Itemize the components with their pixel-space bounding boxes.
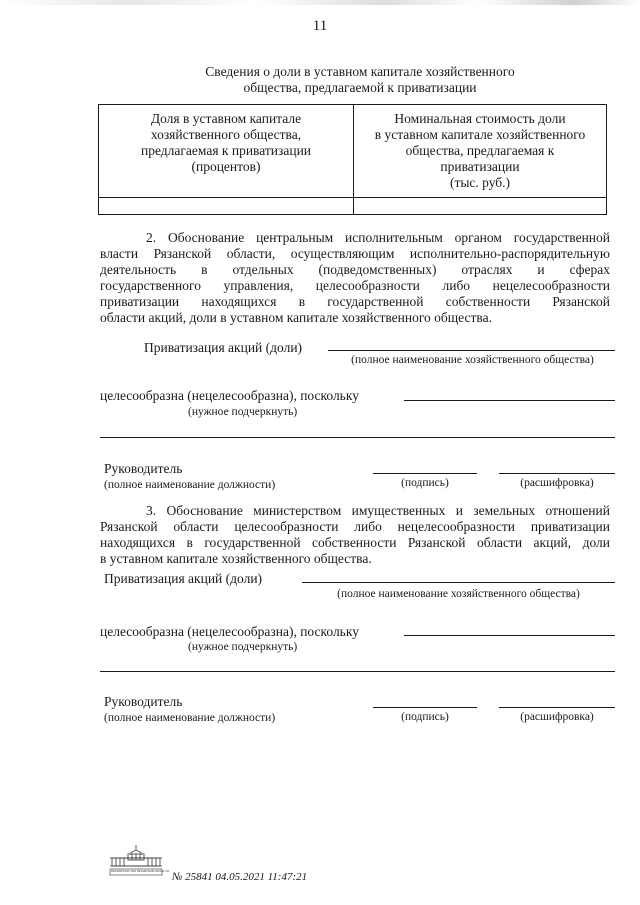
s2-company-name-caption: (полное наименование хозяйственного общества) xyxy=(351,354,594,366)
s2-decoding-field[interactable] xyxy=(499,473,615,474)
s3-decoding-field[interactable] xyxy=(499,707,615,708)
s2-head-label: Руководитель xyxy=(104,461,183,476)
s2-reason-field[interactable] xyxy=(404,400,615,401)
col2-header-line: (тыс. руб.) xyxy=(449,175,511,190)
s2-reason-field-line-2[interactable] xyxy=(100,437,615,438)
col1-header-line: (процентов) xyxy=(191,159,261,174)
col1-header-line: предлагаемая к приватизации xyxy=(140,143,312,158)
s2-signature-caption: (подпись) xyxy=(401,477,449,489)
section-2-line: области акций, доли в уставном капитале хозяйственного общества. xyxy=(100,310,492,325)
section-2-line: власти Рязанской области, осуществляющим исполнительно-распорядительную xyxy=(100,246,610,261)
scan-edge xyxy=(0,0,640,5)
section-3-line: находящихся в государственной собственности Рязанской области акций, доли xyxy=(100,535,610,550)
page-number: 11 xyxy=(312,18,328,34)
nominal-value-cell[interactable] xyxy=(354,198,607,215)
title-line-1: Сведения о доли в уставном капитале хозяйственного xyxy=(205,64,515,79)
section-3-line: 3. Обоснование министерством имущественных и земельных отношений xyxy=(146,503,610,518)
s3-expedient-caption: (нужное подчеркнуть) xyxy=(188,641,298,653)
col1-header-line: Доля в уставном капитале xyxy=(150,111,302,126)
title-line-2: общества, предлагаемой к приватизации xyxy=(243,80,477,95)
table-row xyxy=(99,198,607,215)
s3-reason-field-line-2[interactable] xyxy=(100,671,615,672)
col2-header-line: приватизации xyxy=(440,159,520,174)
s3-company-name-caption: (полное наименование хозяйственного общества) xyxy=(337,588,580,600)
s3-decoding-caption: (расшифровка) xyxy=(520,711,594,723)
section-2-line: приватизации находящихся в государственной собственности Рязанской xyxy=(100,294,610,309)
table-header-row xyxy=(99,105,607,198)
s2-decoding-caption: (расшифровка) xyxy=(520,477,594,489)
col2-header-line: Номинальная стоимость доли xyxy=(394,111,566,126)
s3-position-caption: (полное наименование должности) xyxy=(104,712,276,724)
s2-expedient-label: целесообразна (нецелесообразна), поскольку xyxy=(100,388,359,403)
s3-signature-field[interactable] xyxy=(373,707,477,708)
s2-signature-field[interactable] xyxy=(373,473,477,474)
s2-position-caption: (полное наименование должности) xyxy=(104,479,276,491)
s2-privatization-label: Приватизация акций (доли) xyxy=(144,340,303,355)
stamp-text: ПРАВИТЕЛЬСТВО РЯЗАНСКОЙ ОБЛАСТИ xyxy=(111,869,170,873)
s3-head-label: Руководитель xyxy=(104,694,183,709)
col2-header xyxy=(354,105,607,198)
section-2-text xyxy=(100,230,610,326)
s3-privatization-label: Приватизация акций (доли) xyxy=(104,571,263,586)
s2-expedient-caption: (нужное подчеркнуть) xyxy=(188,406,298,418)
s3-expedient-label: целесообразна (нецелесообразна), поскольку xyxy=(100,624,359,639)
section-2-line: деятельность в отдельных (подведомственных) отраслях и сферах xyxy=(100,262,610,277)
section-2-line: государственного управления, целесообразности либо нецелесообразности xyxy=(100,278,610,293)
col2-header-line: в уставном капитале хозяйственного xyxy=(374,127,586,142)
section-3-text xyxy=(100,503,610,567)
section-3-line: Рязанской области целесообразности либо нецелесообразности приватизации xyxy=(100,519,610,534)
document-registration-stamp: № 25841 04.05.2021 11:47:21 xyxy=(172,871,308,883)
col2-header-line: общества, предлагаемая к xyxy=(405,143,555,158)
col1-header-line: хозяйственного общества, xyxy=(150,127,302,142)
col1-header xyxy=(99,105,354,198)
s3-reason-field[interactable] xyxy=(404,635,615,636)
s3-company-name-field[interactable] xyxy=(302,582,615,583)
section-2-line: 2. Обоснование центральным исполнительным органом государственной xyxy=(146,230,610,245)
s2-company-name-field[interactable] xyxy=(328,350,615,351)
section-3-line: в уставном капитале хозяйственного общества. xyxy=(100,551,372,566)
s3-signature-caption: (подпись) xyxy=(401,711,449,723)
share-percent-cell[interactable] xyxy=(99,198,354,215)
share-info-table xyxy=(98,104,607,215)
